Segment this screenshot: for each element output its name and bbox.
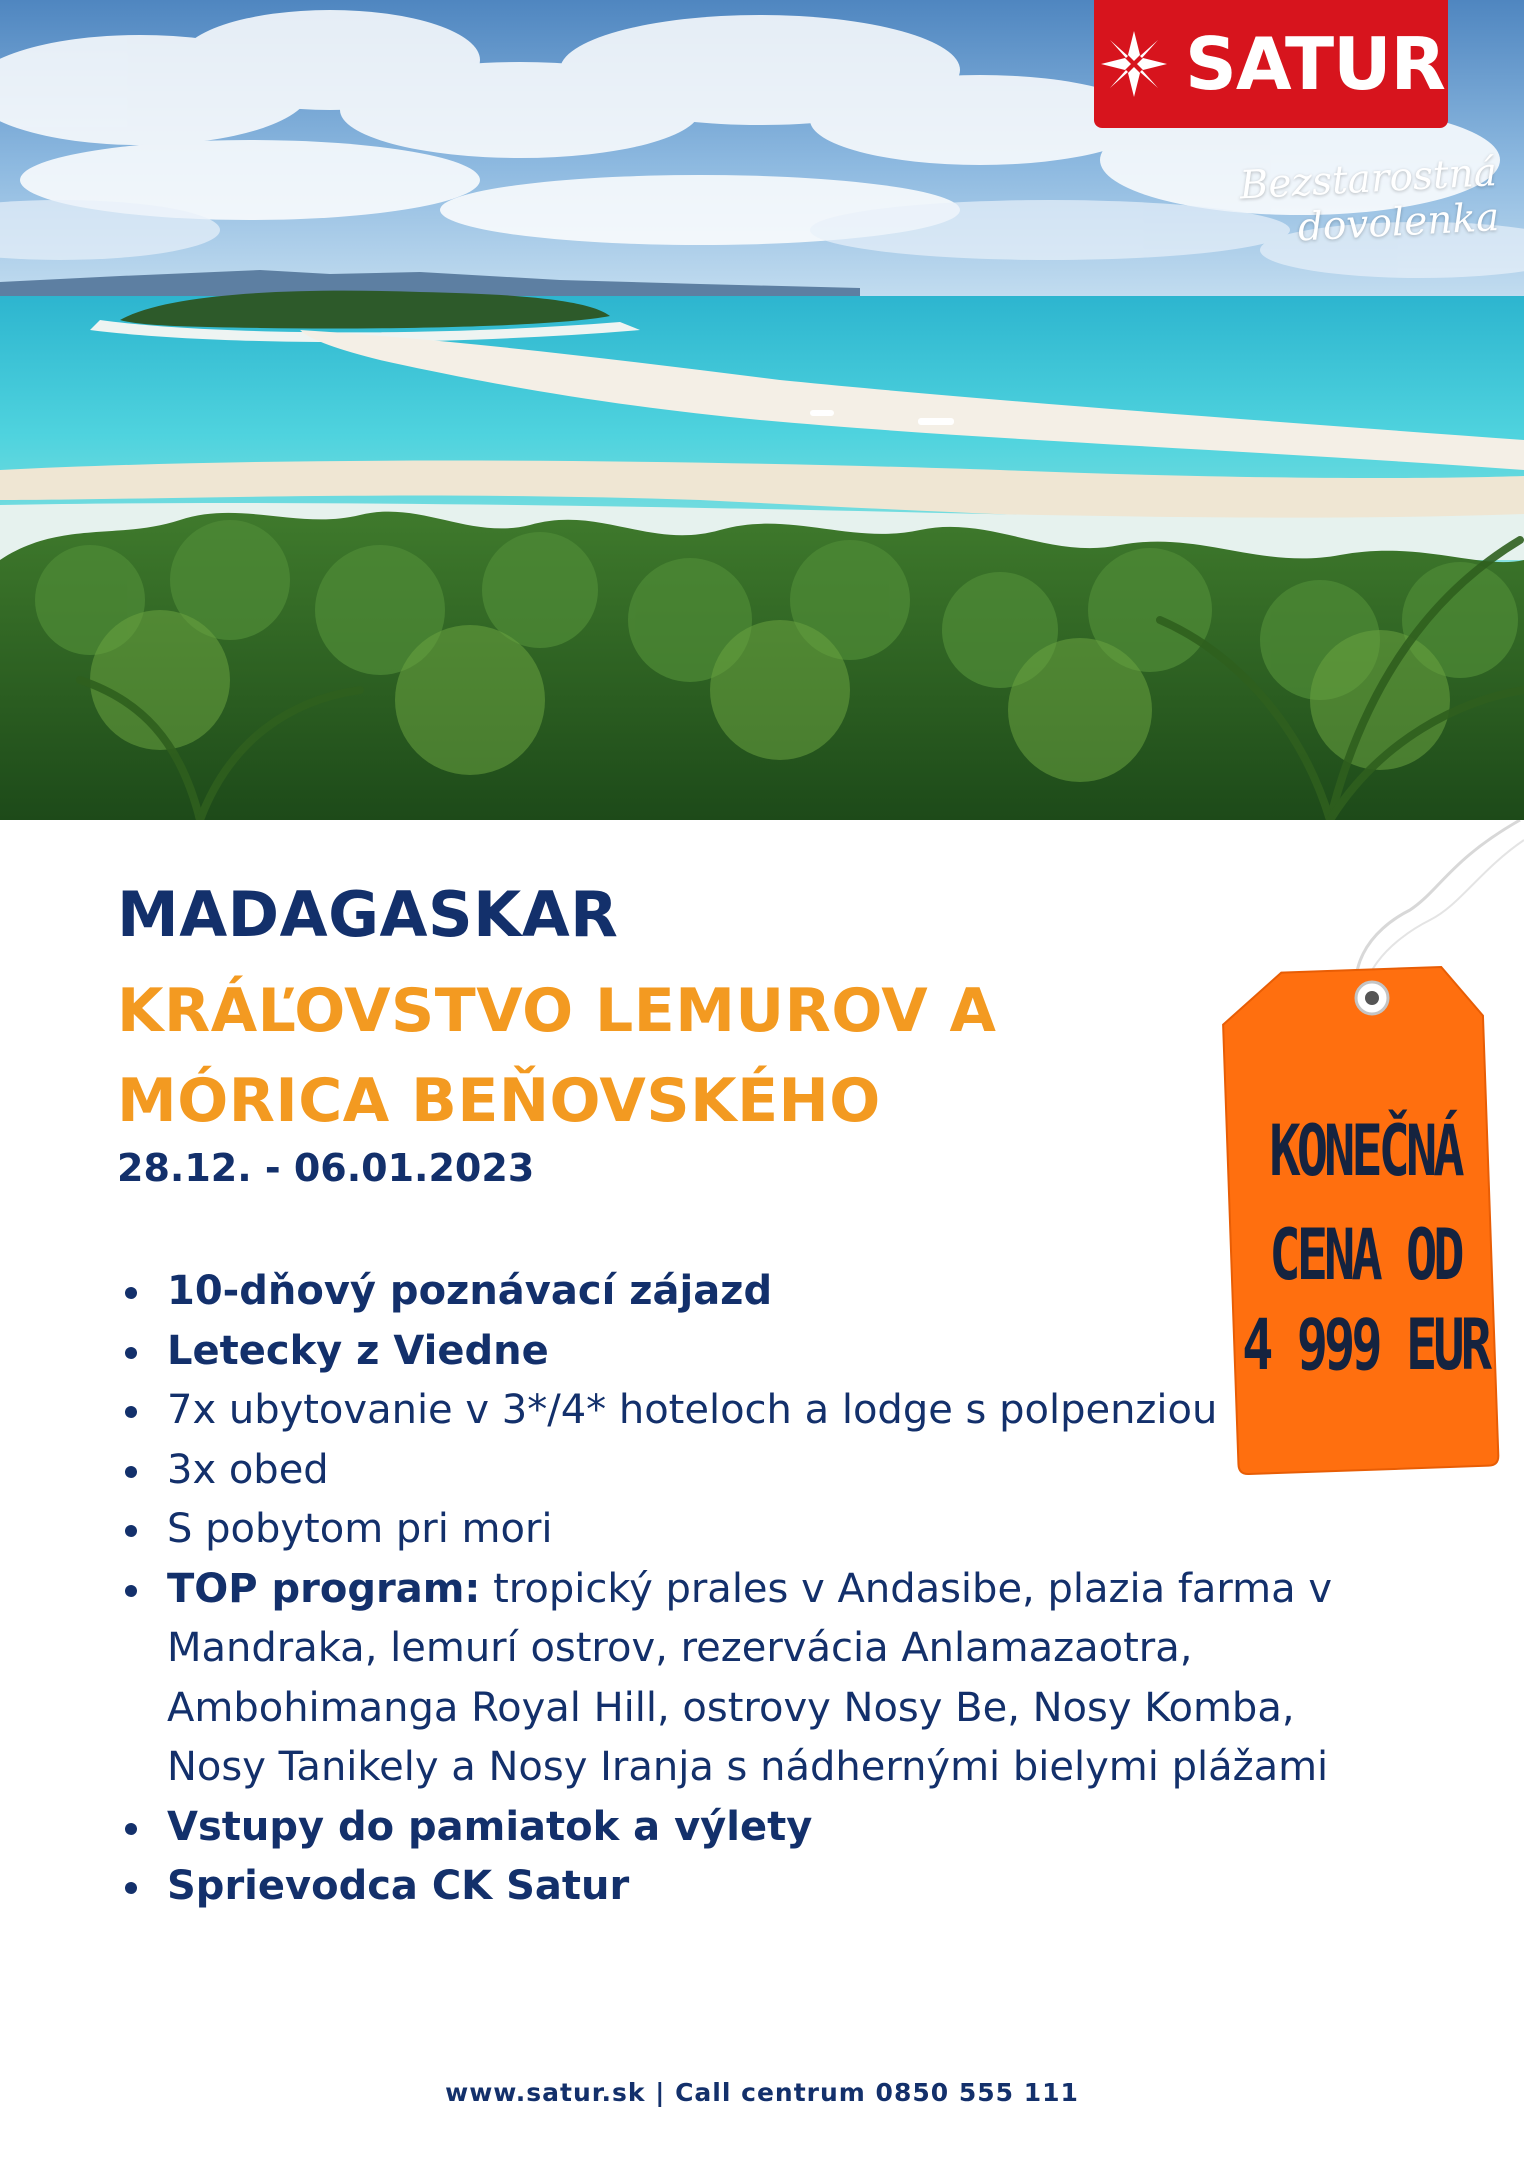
price-tag-price: 4 999 EUR: [1242, 1305, 1488, 1387]
list-item: [117, 1262, 1367, 1322]
feature-bold: 10-dňový poznávací zájazd: [167, 1268, 773, 1314]
price-tag-line1: KONEČNÁ: [1269, 1111, 1461, 1193]
satur-logo: [1094, 0, 1448, 128]
tagline: Bezstarostná dovolenka: [1238, 150, 1501, 251]
list-item: [117, 1500, 1367, 1560]
list-item: [117, 1857, 1367, 1917]
feature-list: [117, 1262, 1367, 1917]
list-item: [117, 1441, 1367, 1501]
list-item: [117, 1322, 1367, 1382]
list-item: [117, 1381, 1367, 1441]
feature-text: S pobytom pri mori: [167, 1506, 553, 1552]
feature-text: 7x ubytovanie v 3*/4* hoteloch a lodge s polpenziou: [167, 1387, 1218, 1433]
subtitle-line1: KRÁĽOVSTVO LEMUROV A: [117, 976, 997, 1046]
feature-bold: Letecky z Viedne: [167, 1327, 549, 1374]
feature-bold: TOP program:: [167, 1565, 481, 1612]
brand-name: SATUR: [1184, 22, 1445, 106]
list-item: [117, 1798, 1367, 1858]
satur-star-icon: [1097, 27, 1171, 101]
subtitle-line2: MÓRICA BEŇOVSKÉHO: [117, 1066, 881, 1136]
feature-bold: Sprievodca CK Satur: [167, 1863, 630, 1909]
page-title: MADAGASKAR: [117, 878, 619, 951]
footer-contact: www.satur.sk | Call centrum 0850 555 111: [445, 2078, 1079, 2107]
hero-photo: [0, 0, 1524, 820]
feature-text: 3x obed: [167, 1446, 329, 1493]
price-tag-line2: CENA OD: [1269, 1215, 1461, 1297]
trip-dates: 28.12. - 06.01.2023: [117, 1146, 535, 1190]
feature-bold: Vstupy do pamiatok a výlety: [167, 1803, 813, 1850]
feature-text: tropický prales v Andasibe, plazia farma v Mandraka, lemurí ostrov, rezervácia Anlamazaotra, Ambohimanga Royal Hill, ostrovy Nosy Be, Nosy Komba, Nosy Tanikely a Nosy Iranja s nádhernými bielymi plážami: [167, 1565, 1333, 1790]
list-item: [117, 1560, 1367, 1798]
page-subtitle: [117, 966, 1097, 1146]
